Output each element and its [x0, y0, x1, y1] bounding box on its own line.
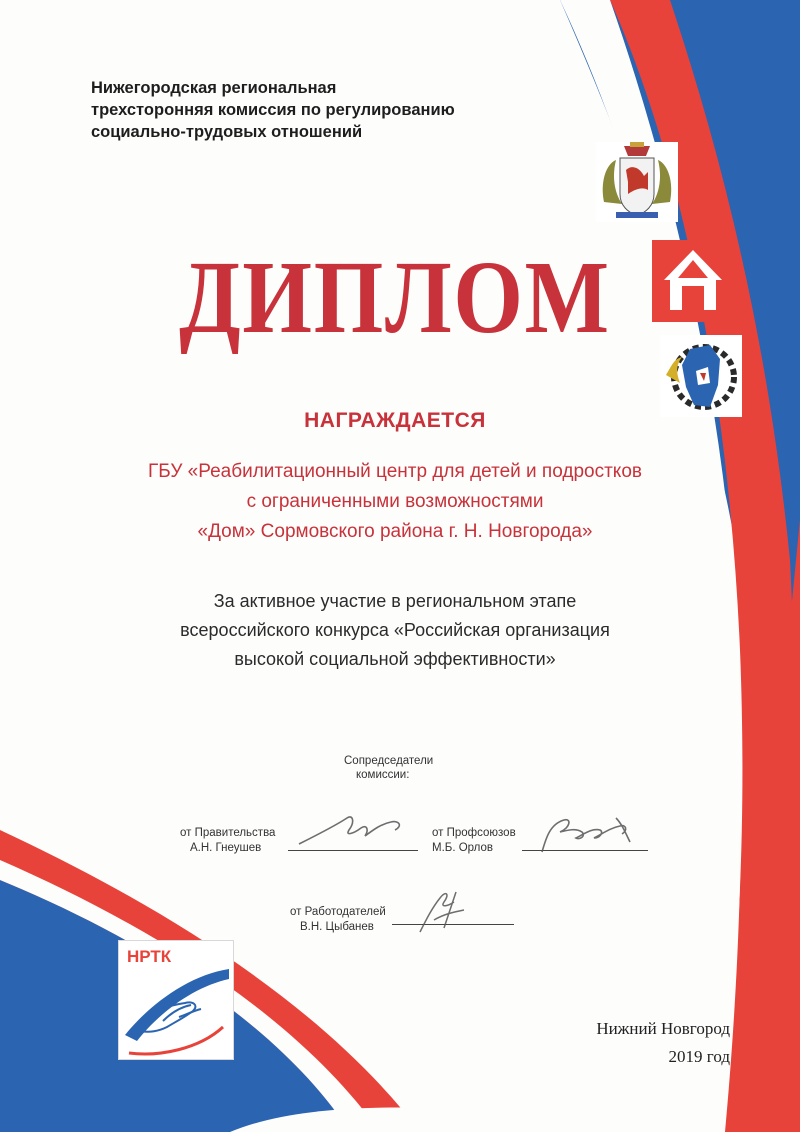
header-line-3: социально-трудовых отношений: [91, 123, 363, 141]
recipient-line-2: с ограниченными возможностями: [246, 491, 544, 512]
signature-unions-icon: [530, 808, 650, 860]
signatory-employers-from: от Работодателей: [290, 906, 386, 918]
signature-government-icon: [295, 808, 415, 853]
cochairs-line-1: Сопредседатели: [344, 755, 434, 767]
reason-line-2: всероссийского конкурса «Российская организация: [180, 620, 610, 640]
reason-line-3: высокой социальной эффективности»: [234, 649, 556, 669]
signatory-government-from: от Правительства: [180, 827, 276, 839]
signatory-government-name: А.Н. Гнеушев: [190, 842, 262, 854]
recipient-line-1: ГБУ «Реабилитационный центр для детей и подростков: [148, 461, 642, 482]
signatory-employers-name: В.Н. Цыбанев: [300, 921, 374, 933]
nizhny-novgorod-coat-of-arms-icon: [596, 142, 678, 222]
award-reason: [90, 587, 700, 674]
place-and-year: [560, 1015, 730, 1071]
signatory-unions-name: М.Б. Орлов: [432, 842, 494, 854]
recipient-line-3: «Дом» Сормовского района г. Н. Новгорода»: [197, 521, 593, 542]
header-line-2: трехсторонняя комиссия по регулированию: [91, 101, 455, 119]
place-year: 2019 год: [668, 1047, 730, 1066]
signatory-unions-from: от Профсоюзов: [432, 827, 516, 839]
recipient-organization: [90, 457, 700, 547]
commission-header: [91, 77, 551, 143]
awarded-label: НАГРАЖДАЕТСЯ: [304, 409, 486, 432]
diploma-title: ДИПЛОМ: [179, 240, 611, 355]
cochairs-line-2: комиссии:: [356, 769, 410, 781]
nrtk-logo-text: НРТК: [127, 947, 172, 966]
place-city: Нижний Новгород: [596, 1019, 730, 1038]
nrtk-logo: [118, 940, 234, 1060]
nrtk-handshake-logo-icon: [119, 965, 233, 1059]
signature-employers-icon: [410, 880, 480, 940]
header-line-1: Нижегородская региональная: [91, 79, 337, 97]
reason-line-1: За активное участие в региональном этапе: [213, 591, 577, 611]
